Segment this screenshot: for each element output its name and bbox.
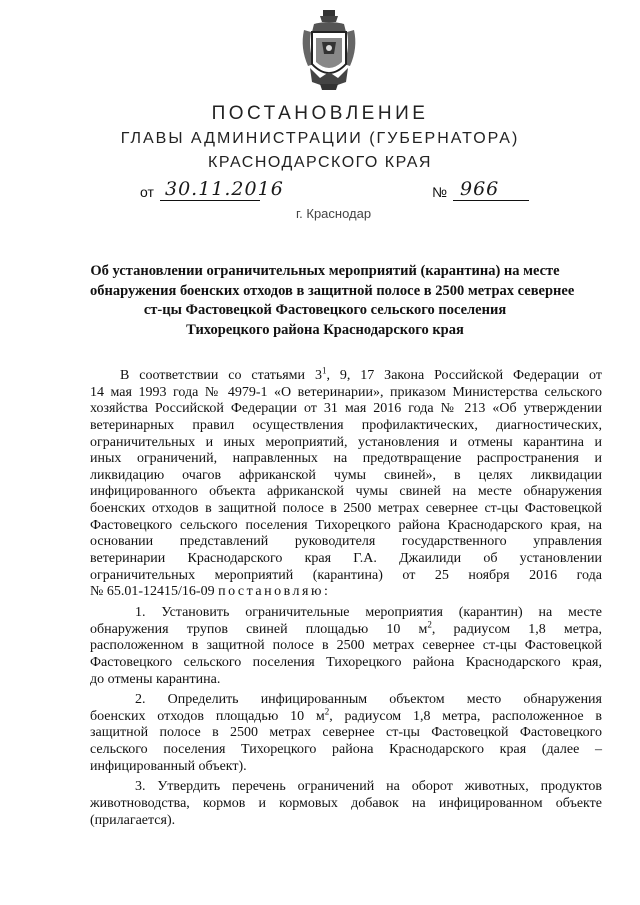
title-line: Об установлении ограничительных мероприятий (карантина) на месте bbox=[90, 263, 560, 279]
body-line: Фастовецкого сельского поселения Тихорецкого района Краснодарского края, bbox=[90, 654, 602, 670]
date-label: от bbox=[140, 184, 154, 200]
body-line: иных ограничений, направленных на предотвращение распространения и bbox=[90, 451, 602, 467]
body-line: ветеринарии Краснодарского края Г.А. Джаилиди об установлении bbox=[90, 551, 602, 567]
title-line: обнаружения боенских отходов в защитной полосе в 2500 метрах севернее bbox=[90, 282, 575, 299]
body-line: (прилагается). bbox=[90, 812, 176, 828]
body-line: 1. Установить ограничительные мероприятия (карантин) на месте bbox=[135, 604, 602, 620]
body-line: ограничительных мероприятий (карантина) от 25 ноября 2016 года bbox=[90, 567, 602, 583]
body-line: Фастовецкого сельского поселения Тихорецкого района Краснодарского края, на bbox=[90, 517, 602, 533]
document-title bbox=[90, 262, 575, 340]
body-line: В соответствии со статьями $3^1$, 9, 17 Закона Российской Федерации от bbox=[120, 365, 602, 383]
body-line: основании представлений руководителя государственного управления bbox=[90, 534, 602, 550]
title-line: Тихорецкого района Краснодарского края bbox=[186, 321, 464, 338]
preamble-paragraph bbox=[90, 365, 602, 601]
issuer-heading-line1: ГЛАВЫ АДМИНИСТРАЦИИ (ГУБЕРНАТОРА) bbox=[120, 130, 520, 147]
body-line: животноводства, кормов и кормовых добавок на инфицированном объекте bbox=[90, 796, 602, 812]
coat-of-arms-emblem bbox=[300, 8, 358, 92]
body-line: расположенном в защитной полосе в 2500 метрах севернее ст-цы Фастовецкой bbox=[90, 638, 602, 654]
body-line: боенских отходов площадью 10 $м^2$, радиусом 1,8 метра, расположенное в bbox=[90, 706, 602, 724]
body-line: ограничительных и иных мероприятий, установления и отмены карантина и bbox=[90, 434, 602, 450]
body-line: сельского поселения Тихорецкого района Краснодарского края (далее – bbox=[90, 742, 602, 758]
title-line: ст-цы Фастовецкой Фастовецкого сельского поселения bbox=[143, 302, 507, 318]
body-line: 2. Определить инфицированным объектом место обнаружения bbox=[135, 692, 602, 708]
body-line: ликвидацию очагов африканской чумы свиней», в целях ликвидации bbox=[90, 467, 602, 483]
document-number: 966 bbox=[460, 178, 500, 200]
date-underline bbox=[160, 200, 260, 201]
body-line: инфицированного объекта африканской чумы свиней на месте обнаружения bbox=[90, 484, 602, 500]
body-line: до отмены карантина. bbox=[90, 671, 221, 687]
item-1-paragraph bbox=[90, 605, 602, 688]
document-date: 30.11.2016 bbox=[165, 178, 284, 200]
number-underline bbox=[453, 200, 529, 201]
body-line: боенских отходов в защитной полосе в 2500 метрах севернее ст-цы Фастовецкой bbox=[90, 501, 602, 517]
city-label: г. Краснодар bbox=[296, 206, 372, 221]
body-line: инфицированный объект). bbox=[90, 758, 247, 774]
body-line: № 65.01-12415/16-09 постановляю: bbox=[90, 584, 331, 600]
body-line: защитной полосе в 2500 метрах севернее ст-цы Фастовецкой Фастовецкого bbox=[90, 725, 602, 741]
item-3-paragraph bbox=[90, 779, 602, 829]
issuer-heading-line2: КРАСНОДАРСКОГО КРАЯ bbox=[208, 154, 432, 171]
resolves-word: постановляю: bbox=[218, 584, 331, 600]
number-label: № bbox=[432, 184, 448, 200]
document-type-heading: ПОСТАНОВЛЕНИЕ bbox=[211, 103, 429, 124]
body-line: 3. Утвердить перечень ограничений на оборот животных, продуктов bbox=[135, 779, 602, 795]
item-2-paragraph bbox=[90, 692, 602, 775]
body-line: обнаружения трупов свиней площадью 10 $м^2$, радиусом 1,8 метра, bbox=[90, 618, 602, 637]
body-line: ветеринарных правил осуществления профилактических, диагностических, bbox=[90, 417, 602, 433]
body-line: 14 мая 1993 года № 4979-1 «О ветеринарии», приказом Министерства сельского bbox=[90, 384, 602, 400]
body-line: хозяйства Российской Федерации от 31 мая 2016 года № 213 «Об утверждении bbox=[90, 401, 602, 417]
document-body bbox=[90, 365, 602, 829]
